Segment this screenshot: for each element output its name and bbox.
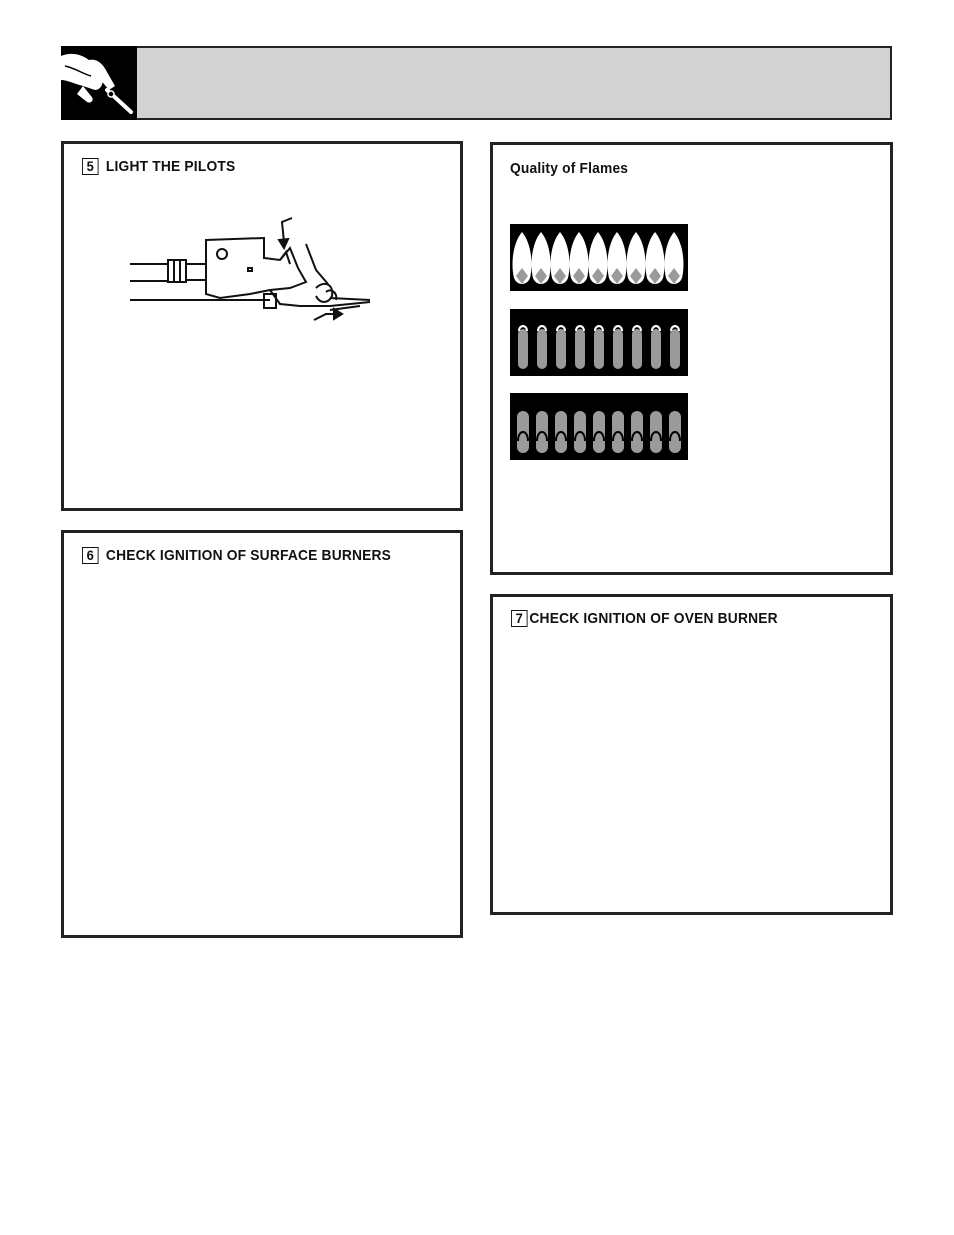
header-bar: [61, 46, 892, 120]
step-number: 7: [511, 610, 528, 627]
step-7-heading: [511, 610, 778, 627]
hand-holding-tool-icon: [61, 46, 137, 120]
yellow-flames-figure: [510, 224, 688, 291]
pilot-assembly-diagram: [130, 208, 390, 323]
step-number: 5: [82, 158, 99, 175]
step-7-panel: [490, 594, 893, 915]
step-title: CHECK IGNITION OF OVEN BURNER: [529, 610, 778, 627]
step-title: CHECK IGNITION OF SURFACE BURNERS: [105, 547, 392, 564]
step-6-panel: [61, 530, 463, 938]
step-5-heading: [82, 158, 235, 175]
blue-flames-figure: [510, 393, 688, 460]
blue-tipped-flames-figure: [510, 309, 688, 376]
step-6-heading: [82, 547, 391, 564]
quality-heading: Quality of Flames: [510, 160, 629, 177]
quality-of-flames-panel: [490, 142, 893, 575]
step-number: 6: [82, 547, 99, 564]
step-5-panel: [61, 141, 463, 511]
step-title: LIGHT THE PILOTS: [105, 158, 236, 175]
